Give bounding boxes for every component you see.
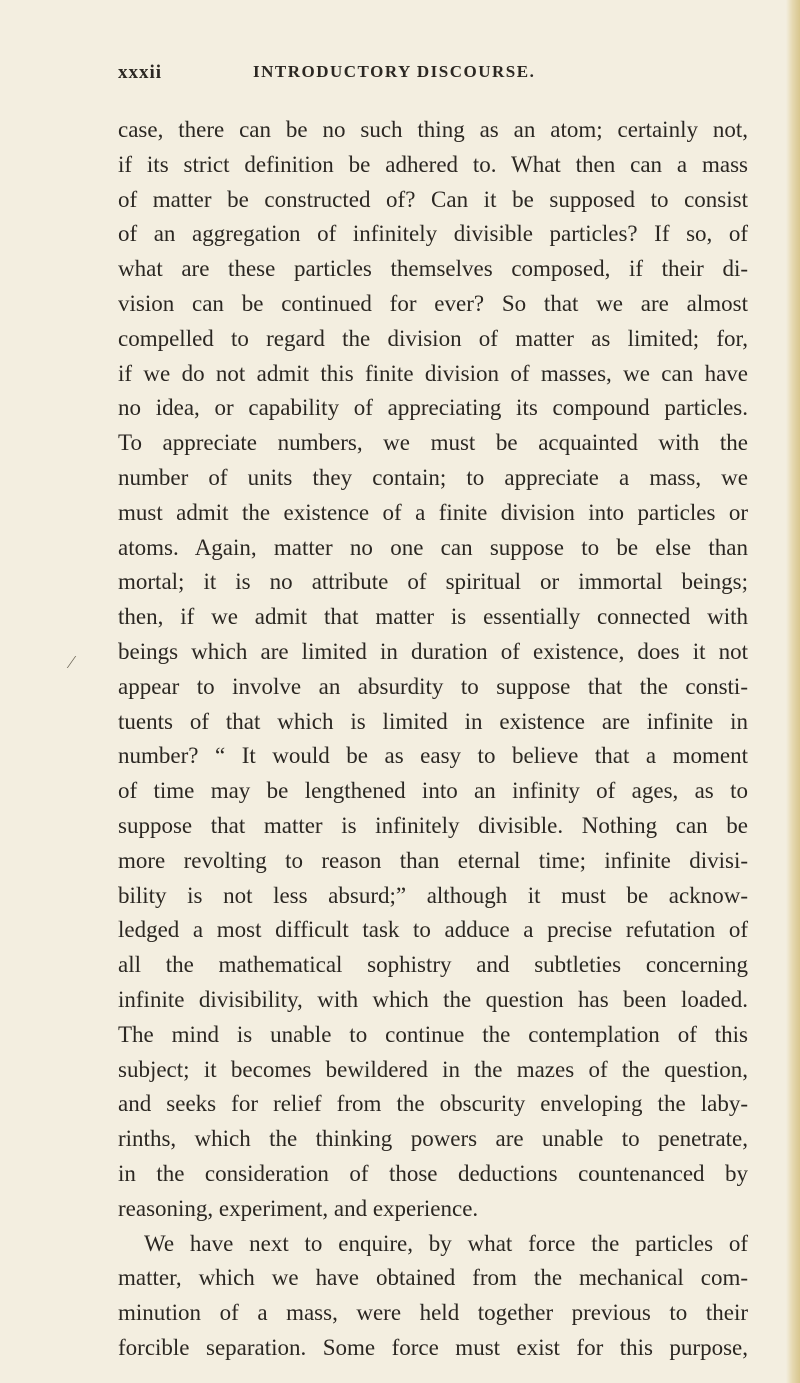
text-line: mortal; it is no attribute of spiritual or immortal beings; (118, 569, 748, 595)
page-edge (786, 0, 800, 1383)
text-line: beings which are limited in duration of existence, does it not (118, 638, 748, 664)
text-line: atoms. Again, matter no one can suppose to be else than (118, 534, 748, 560)
text-line: if its strict definition be adhered to. What then can a mass (118, 151, 748, 177)
text-line: what are these particles themselves composed, if their di- (118, 256, 748, 282)
text-line: of time may be lengthened into an infinity of ages, as to (118, 778, 748, 804)
text-line: number? “ It would be as easy to believe that a moment (118, 743, 748, 769)
margin-mark: ⁄ (70, 652, 74, 672)
text-line: suppose that matter is infinitely divisible. Nothing can be (118, 812, 748, 838)
text-line: The mind is unable to continue the contemplation of this (118, 1021, 748, 1047)
text-line: of an aggregation of infinitely divisible particles? If so, of (118, 221, 748, 247)
text-line: appear to involve an absurdity to suppose that the consti- (118, 673, 748, 699)
page-header (118, 62, 678, 92)
text-line: subject; it becomes bewildered in the mazes of the question, (118, 1056, 748, 1082)
text-line: more revolting to reason than eternal time; infinite divisi- (118, 847, 748, 873)
text-line: case, there can be no such thing as an atom; certainly not, (118, 117, 748, 142)
text-line: all the mathematical sophistry and subtleties concerning (118, 952, 748, 978)
text-line: must admit the existence of a finite division into particles or (118, 499, 748, 525)
text-line: rinths, which the thinking powers are unable to penetrate, (118, 1126, 748, 1152)
text-body (118, 113, 748, 1366)
text-line: minution of a mass, were held together previous to their (118, 1300, 748, 1326)
text-line: We have next to enquire, by what force the particles of (144, 1230, 748, 1256)
text-line: To appreciate numbers, we must be acquainted with the (118, 430, 748, 456)
text-line: and seeks for relief from the obscurity enveloping the laby- (118, 1091, 748, 1117)
text-line: reasoning, experiment, and experience. (118, 1195, 479, 1221)
text-line: if we do not admit this finite division of masses, we can have (118, 360, 748, 386)
running-title: INTRODUCTORY DISCOURSE. (253, 62, 536, 81)
text-line: matter, which we have obtained from the mechanical com- (118, 1265, 748, 1291)
text-line: infinite divisibility, with which the question has been loaded. (118, 986, 748, 1012)
text-line: vision can be continued for ever? So that we are almost (118, 290, 748, 316)
text-line: number of units they contain; to appreciate a mass, we (118, 464, 748, 490)
text-line: then, if we admit that matter is essentially connected with (118, 604, 748, 630)
text-line: bility is not less absurd;” although it must be acknow- (118, 882, 748, 908)
text-line: ledged a most difficult task to adduce a precise refutation of (118, 917, 748, 943)
text-line: forcible separation. Some force must exist for this purpose, (118, 1334, 748, 1360)
text-line: tuents of that which is limited in existence are infinite in (118, 708, 748, 734)
page-number: xxxii (118, 62, 163, 83)
text-line: in the consideration of those deductions countenanced by (118, 1160, 748, 1186)
text-line: compelled to regard the division of matter as limited; for, (118, 325, 748, 351)
text-line: no idea, or capability of appreciating its compound particles. (118, 395, 748, 421)
text-line: of matter be constructed of? Can it be supposed to consist (118, 186, 748, 212)
